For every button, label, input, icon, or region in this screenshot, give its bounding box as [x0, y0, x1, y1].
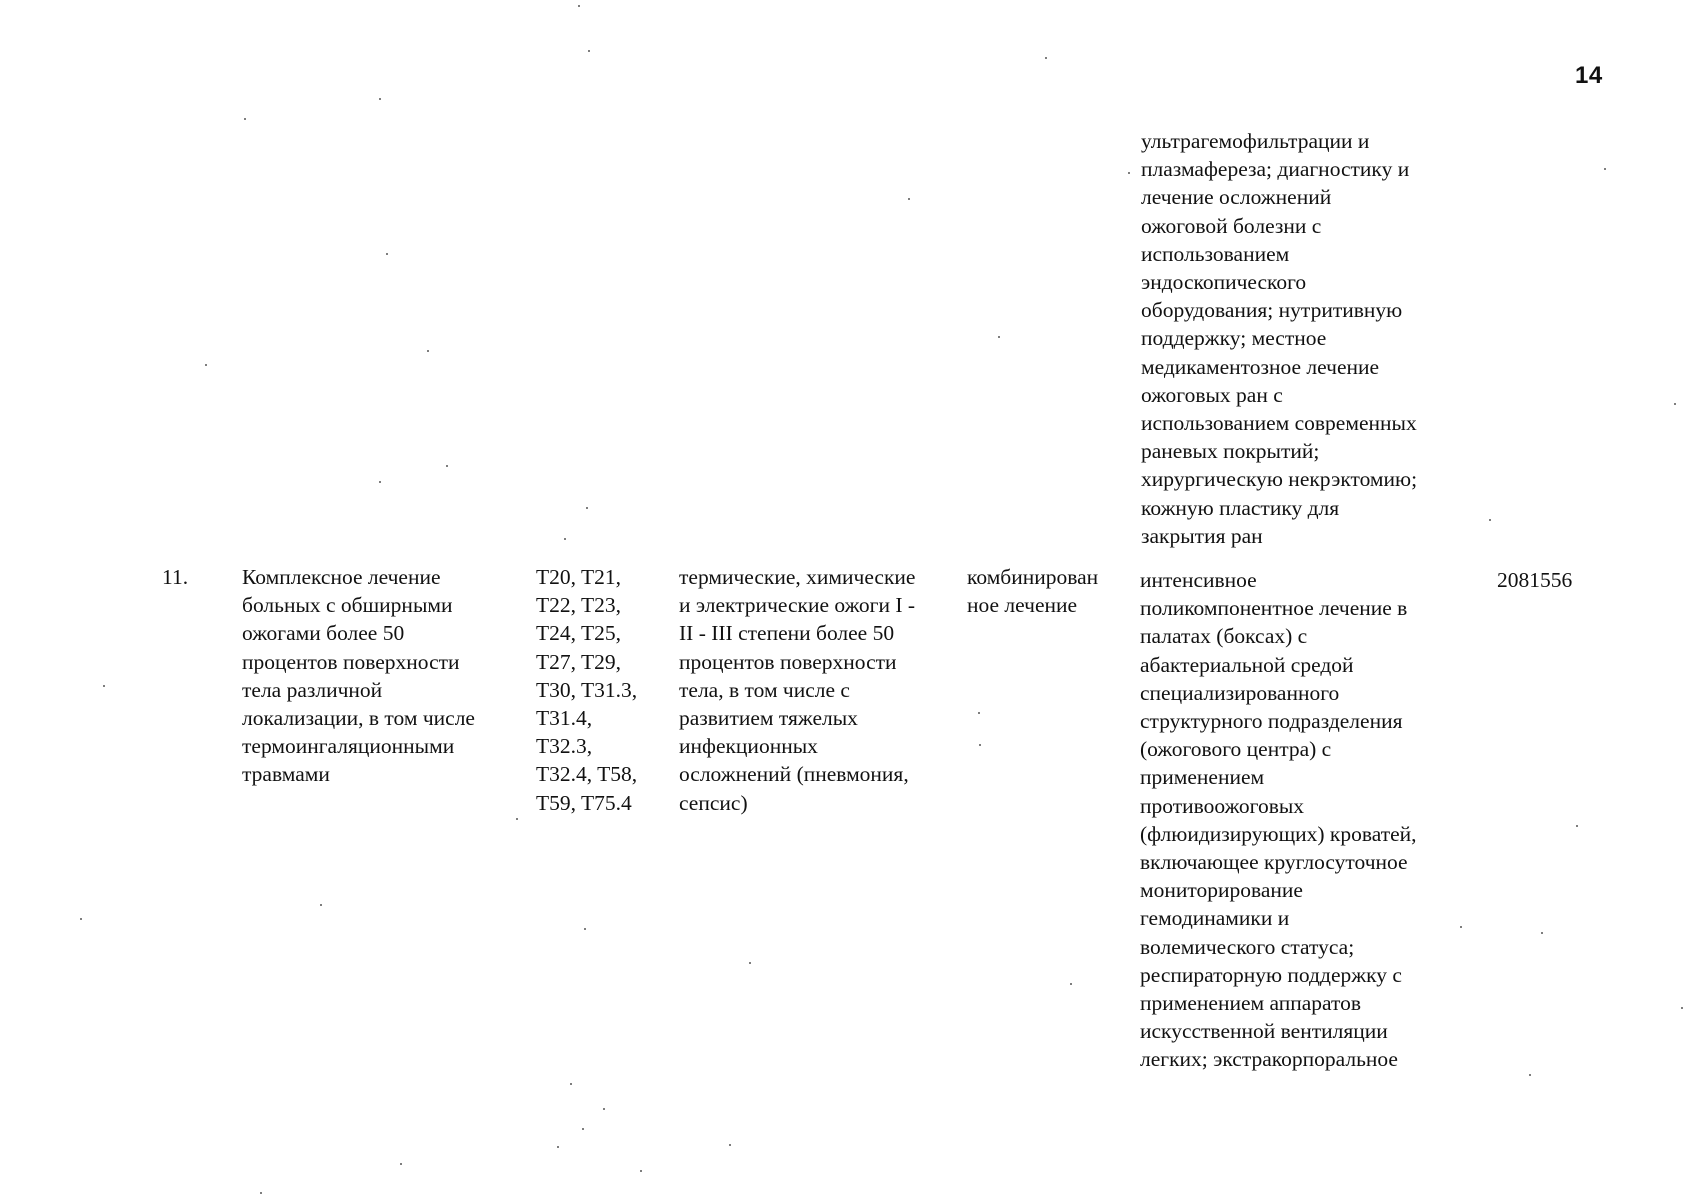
- scan-speck: [1070, 983, 1072, 985]
- text-line: поддержку; местное: [1141, 326, 1327, 351]
- scan-speck: [570, 1083, 572, 1085]
- scan-speck: [603, 1108, 605, 1110]
- scan-speck: [320, 904, 322, 906]
- scan-speck: [386, 253, 388, 255]
- scan-speck: [516, 818, 518, 820]
- scan-speck: [1604, 168, 1606, 170]
- scan-speck: [103, 685, 105, 687]
- text-line: применением аппаратов: [1140, 991, 1362, 1016]
- text-line: медикаментозное лечение: [1141, 354, 1380, 379]
- text-line: травмами: [242, 762, 330, 787]
- text-line: ное лечение: [967, 593, 1078, 618]
- row-methods-cell: [1140, 566, 1417, 1074]
- scan-speck: [584, 928, 586, 930]
- text-line: использованием: [1141, 241, 1290, 266]
- text-line: противоожоговых: [1140, 793, 1305, 818]
- text-line: сепсис): [679, 790, 748, 815]
- scan-speck: [582, 1128, 584, 1130]
- text-line: структурного подразделения: [1140, 709, 1403, 734]
- scan-speck: [205, 364, 207, 366]
- text-line: T31.4,: [536, 706, 593, 731]
- text-line: процентов поверхности: [242, 649, 460, 674]
- page-number: 14: [1575, 62, 1603, 89]
- text-line: волемического статуса;: [1140, 934, 1355, 959]
- scan-speck: [244, 118, 246, 120]
- text-line: локализации, в том числе: [242, 706, 475, 731]
- text-line: и электрические ожоги I -: [679, 593, 916, 618]
- row-name-cell: [242, 563, 475, 789]
- text-line: использованием современных: [1141, 411, 1417, 436]
- scan-speck: [1576, 825, 1578, 827]
- text-line: раневых покрытий;: [1141, 439, 1320, 464]
- text-line: легких; экстракорпоральное: [1140, 1047, 1398, 1072]
- text-line: кожную пластику для: [1141, 495, 1340, 520]
- text-line: T59, T75.4: [536, 790, 632, 815]
- text-line: специализированного: [1140, 680, 1340, 705]
- text-line: T22, T23,: [536, 593, 622, 618]
- text-line: термические, химические: [679, 565, 916, 589]
- text-line: палатах (боксах) с: [1140, 624, 1308, 649]
- text-line: интенсивное: [1140, 568, 1257, 592]
- scan-speck: [379, 481, 381, 483]
- text-line: плазмафереза; диагностику и: [1141, 157, 1410, 182]
- scan-speck: [260, 1192, 262, 1194]
- text-line: развитием тяжелых: [679, 706, 858, 731]
- scan-speck: [564, 538, 566, 540]
- row-cost: 2081556: [1497, 568, 1573, 592]
- scan-speck: [1128, 172, 1130, 174]
- text-line: ультрагемофильтрации и: [1141, 129, 1370, 153]
- scan-speck: [557, 1146, 559, 1148]
- text-line: T27, T29,: [536, 649, 622, 674]
- text-line: T32.4, T58,: [536, 762, 638, 787]
- scan-speck: [588, 50, 590, 52]
- text-line: эндоскопического: [1141, 270, 1307, 295]
- scan-speck: [640, 1170, 642, 1172]
- text-line: абактериальной средой: [1140, 652, 1354, 677]
- text-line: оборудования; нутритивную: [1141, 298, 1403, 323]
- scan-speck: [1674, 403, 1676, 405]
- scan-speck: [729, 1144, 731, 1146]
- scan-speck: [586, 507, 588, 509]
- text-line: гемодинамики и: [1140, 906, 1290, 931]
- scan-speck: [749, 962, 751, 964]
- text-line: II - III степени более 50: [679, 621, 895, 646]
- scan-speck: [1681, 1007, 1683, 1009]
- row-treatment-type-cell: [967, 563, 1098, 619]
- scan-speck: [1489, 519, 1491, 521]
- text-line: термоингаляционными: [242, 734, 455, 759]
- text-line: осложнений (пневмония,: [679, 762, 909, 787]
- row-diagnosis-cell: [679, 563, 915, 817]
- scan-speck: [908, 198, 910, 200]
- text-line: процентов поверхности: [679, 649, 897, 674]
- text-line: мониторирование: [1140, 878, 1303, 903]
- scan-speck: [379, 98, 381, 100]
- text-line: ожоговых ран с: [1141, 382, 1283, 407]
- row-icd-codes-cell: [536, 563, 637, 817]
- scan-speck: [1460, 926, 1462, 928]
- scan-speck: [998, 336, 1000, 338]
- text-line: ожоговой болезни с: [1141, 213, 1322, 238]
- text-line: ожогами более 50: [242, 621, 405, 646]
- text-line: больных с обширными: [242, 593, 453, 618]
- text-line: инфекционных: [679, 734, 818, 759]
- text-line: искусственной вентиляции: [1140, 1019, 1388, 1044]
- scan-speck: [978, 712, 980, 714]
- text-line: закрытия ран: [1141, 523, 1263, 548]
- text-line: (флюидизирующих) кроватей,: [1140, 821, 1417, 846]
- scan-speck: [1541, 932, 1543, 934]
- text-line: включающее круглосуточное: [1140, 850, 1408, 875]
- text-line: T24, T25,: [536, 621, 622, 646]
- text-line: хирургическую некрэктомию;: [1141, 467, 1418, 492]
- scan-speck: [979, 744, 981, 746]
- text-line: T30, T31.3,: [536, 677, 638, 702]
- text-line: применением: [1140, 765, 1265, 790]
- text-line: Комплексное лечение: [242, 565, 441, 589]
- text-line: лечение осложнений: [1141, 185, 1332, 210]
- scan-speck: [1529, 1074, 1531, 1076]
- continuation-methods-cell: [1141, 127, 1417, 550]
- row-number: 11.: [162, 565, 189, 589]
- scan-speck: [80, 918, 82, 920]
- scan-speck: [1045, 57, 1047, 59]
- scan-speck: [578, 5, 580, 7]
- text-line: респираторную поддержку с: [1140, 962, 1402, 987]
- scan-speck: [446, 465, 448, 467]
- text-line: поликомпонентное лечение в: [1140, 596, 1408, 621]
- text-line: T32.3,: [536, 734, 593, 759]
- text-line: (ожогового центра) с: [1140, 737, 1332, 762]
- text-line: тела, в том числе с: [679, 677, 850, 702]
- text-line: тела различной: [242, 677, 383, 702]
- text-line: комбинирован: [967, 565, 1099, 589]
- scan-speck: [400, 1163, 402, 1165]
- scan-speck: [427, 350, 429, 352]
- text-line: T20, T21,: [536, 565, 622, 589]
